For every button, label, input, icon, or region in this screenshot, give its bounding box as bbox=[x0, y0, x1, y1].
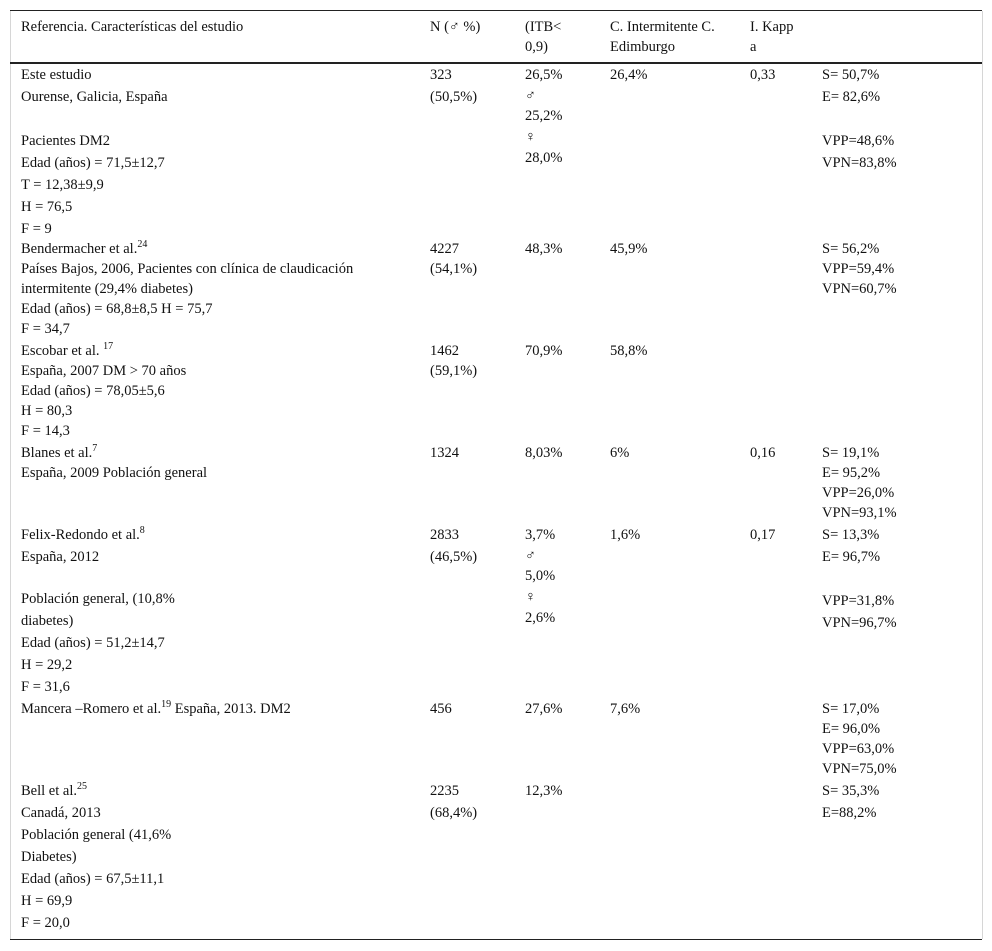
stat-line: VPN=96,7% bbox=[822, 615, 897, 631]
ref-line: Ourense, Galicia, España bbox=[21, 89, 168, 105]
n-male-percent: (46,5%) bbox=[430, 549, 478, 565]
n-male-percent: (54,1%) bbox=[430, 261, 478, 277]
ref-cell bbox=[21, 524, 175, 698]
ref-cell bbox=[21, 239, 353, 339]
stat-line: VPN=60,7% bbox=[822, 281, 897, 297]
stat-line: VPP=31,8% bbox=[822, 593, 895, 609]
itb-male-value: 25,2% bbox=[525, 108, 563, 124]
stat-line: S= 35,3% bbox=[822, 783, 880, 799]
header-itb-line1: (ITB< bbox=[525, 19, 562, 35]
ref-line: Edad (años) = 51,2±14,7 bbox=[21, 635, 165, 651]
itb-cell: 48,3% bbox=[525, 241, 563, 257]
stat-line: S= 13,3% bbox=[822, 527, 880, 543]
ref-line: España, 2007 DM > 70 años bbox=[21, 363, 187, 379]
stats-cell bbox=[822, 239, 897, 299]
n-value: 1462 bbox=[430, 343, 459, 359]
stats-cell bbox=[822, 443, 897, 523]
ref-author: Blanes et al. bbox=[21, 445, 93, 461]
itb-cell: 12,3% bbox=[525, 783, 563, 799]
n-male-percent: (50,5%) bbox=[430, 89, 478, 105]
itb-female-value: 2,6% bbox=[525, 610, 556, 626]
ref-line: Este estudio bbox=[21, 67, 92, 83]
ref-line: Diabetes) bbox=[21, 849, 77, 865]
ref-citation: 19 bbox=[161, 699, 172, 710]
ref-line: Población general, (10,8% bbox=[21, 591, 175, 607]
stats-cell bbox=[822, 699, 897, 779]
ref-citation: 25 bbox=[76, 781, 87, 792]
itb-cell: 27,6% bbox=[525, 701, 563, 717]
ref-cell bbox=[21, 341, 186, 441]
itb-cell: 70,9% bbox=[525, 343, 563, 359]
ref-line: T = 12,38±9,9 bbox=[21, 177, 104, 193]
ref-line: Pacientes DM2 bbox=[21, 133, 110, 149]
ref-title bbox=[21, 341, 186, 361]
itb-value: 3,7% bbox=[525, 527, 556, 543]
table-bottom-rule bbox=[10, 939, 982, 940]
female-symbol: ♀ bbox=[525, 589, 536, 605]
n-cell bbox=[430, 524, 477, 568]
header-n: N (♂ %) bbox=[430, 19, 481, 35]
ref-author: Felix-Redondo et al. bbox=[21, 527, 140, 543]
ref-line: Países Bajos, 2006, Pacientes con clínica de claudicación bbox=[21, 261, 354, 277]
ref-title bbox=[21, 780, 171, 802]
stat-line: VPP=59,4% bbox=[822, 261, 895, 277]
female-symbol: ♀ bbox=[525, 129, 536, 145]
ref-author: Bendermacher et al. bbox=[21, 241, 138, 257]
itb-male-value: 5,0% bbox=[525, 568, 556, 584]
ref-line: Edad (años) = 78,05±5,6 bbox=[21, 383, 165, 399]
n-cell: 1324 bbox=[430, 445, 459, 461]
stat-line bbox=[822, 568, 897, 590]
header-itb-line2: 0,9) bbox=[525, 39, 548, 55]
stat-line: S= 56,2% bbox=[822, 241, 880, 257]
stat-line: S= 17,0% bbox=[822, 701, 880, 717]
stat-line: VPP=48,6% bbox=[822, 133, 895, 149]
ci-cell: 45,9% bbox=[610, 241, 648, 257]
itb-cell bbox=[525, 524, 555, 628]
ci-cell: 6% bbox=[610, 445, 630, 461]
stat-line: VPN=83,8% bbox=[822, 155, 897, 171]
ref-line bbox=[21, 108, 168, 130]
ref-line: España, 2009 Población general bbox=[21, 465, 208, 481]
n-cell: 456 bbox=[430, 701, 452, 717]
ref-cell bbox=[21, 699, 291, 719]
ci-cell: 26,4% bbox=[610, 67, 648, 83]
n-value: 2833 bbox=[430, 527, 459, 543]
stat-line: E=88,2% bbox=[822, 805, 877, 821]
n-male-percent: (59,1%) bbox=[430, 363, 478, 379]
ref-cell bbox=[21, 64, 168, 240]
ref-citation: 7 bbox=[92, 443, 98, 454]
kappa-cell: 0,16 bbox=[750, 445, 776, 461]
header-ci-line1: C. Intermitente C. bbox=[610, 19, 715, 35]
n-value: 323 bbox=[430, 67, 452, 83]
ref-line: intermitente (29,4% diabetes) bbox=[21, 281, 193, 297]
ref-title bbox=[21, 239, 353, 259]
ci-cell: 1,6% bbox=[610, 527, 641, 543]
itb-female-value: 28,0% bbox=[525, 150, 563, 166]
ref-line: H = 76,5 bbox=[21, 199, 73, 215]
ref-title bbox=[21, 524, 175, 546]
ref-line: Canadá, 2013 bbox=[21, 805, 101, 821]
header-ci-line2: Edimburgo bbox=[610, 39, 675, 55]
n-cell bbox=[430, 341, 477, 381]
n-male-percent: (68,4%) bbox=[430, 805, 478, 821]
stat-line: E= 82,6% bbox=[822, 89, 881, 105]
ref-title bbox=[21, 443, 207, 463]
ref-line: F = 14,3 bbox=[21, 423, 70, 439]
stats-cell bbox=[822, 64, 897, 174]
stat-line: E= 96,7% bbox=[822, 549, 881, 565]
stat-line bbox=[822, 108, 897, 130]
ref-citation: 8 bbox=[139, 525, 145, 536]
ref-line: H = 69,9 bbox=[21, 893, 73, 909]
itb-cell bbox=[525, 64, 562, 168]
male-symbol: ♂ bbox=[525, 88, 536, 104]
ref-line: H = 29,2 bbox=[21, 657, 73, 673]
ref-author: Escobar et al. bbox=[21, 343, 104, 359]
kappa-cell: 0,17 bbox=[750, 527, 776, 543]
male-symbol: ♂ bbox=[525, 548, 536, 564]
ref-line: Edad (años) = 71,5±12,7 bbox=[21, 155, 165, 171]
n-cell bbox=[430, 239, 477, 279]
itb-value: 26,5% bbox=[525, 67, 563, 83]
ref-author: Mancera –Romero et al. bbox=[21, 701, 162, 717]
ref-line: Edad (años) = 67,5±11,1 bbox=[21, 871, 165, 887]
stats-cell bbox=[822, 780, 879, 824]
ref-title bbox=[21, 699, 291, 719]
ref-line: H = 80,3 bbox=[21, 403, 73, 419]
ref-line: España, 2012 bbox=[21, 549, 100, 565]
table-top-rule bbox=[10, 10, 982, 11]
stats-cell bbox=[822, 524, 897, 634]
header-kappa-line1: I. Kapp bbox=[750, 19, 794, 35]
ref-line: F = 9 bbox=[21, 221, 52, 237]
ref-tail: España, 2013. DM2 bbox=[171, 701, 291, 717]
ref-line: Edad (años) = 68,8±8,5 H = 75,7 bbox=[21, 301, 213, 317]
stat-line: E= 96,0% bbox=[822, 721, 881, 737]
ref-author: Bell et al. bbox=[21, 783, 77, 799]
ci-cell: 7,6% bbox=[610, 701, 641, 717]
stat-line: VPP=26,0% bbox=[822, 485, 895, 501]
ref-line: F = 20,0 bbox=[21, 915, 70, 931]
ref-line: F = 31,6 bbox=[21, 679, 70, 695]
header-ref: Referencia. Características del estudio bbox=[21, 19, 244, 35]
n-value: 4227 bbox=[430, 241, 459, 257]
ref-line: Población general (41,6% bbox=[21, 827, 172, 843]
n-cell bbox=[430, 64, 477, 108]
itb-cell: 8,03% bbox=[525, 445, 563, 461]
ref-citation: 24 bbox=[137, 239, 148, 250]
stat-line: S= 50,7% bbox=[822, 67, 880, 83]
stat-line: VPN=75,0% bbox=[822, 761, 897, 777]
ref-line bbox=[21, 568, 175, 588]
ref-line: F = 34,7 bbox=[21, 321, 70, 337]
ref-citation: 17 bbox=[103, 341, 114, 352]
stat-line: VPN=93,1% bbox=[822, 505, 897, 521]
ref-cell bbox=[21, 780, 171, 934]
header-kappa-line2: a bbox=[750, 39, 757, 55]
n-value: 2235 bbox=[430, 783, 459, 799]
ci-cell: 58,8% bbox=[610, 343, 648, 359]
stat-line: VPP=63,0% bbox=[822, 741, 895, 757]
n-cell bbox=[430, 780, 477, 824]
ref-cell bbox=[21, 443, 207, 483]
ref-line: diabetes) bbox=[21, 613, 74, 629]
kappa-cell: 0,33 bbox=[750, 67, 776, 83]
stat-line: S= 19,1% bbox=[822, 445, 880, 461]
stat-line: E= 95,2% bbox=[822, 465, 881, 481]
